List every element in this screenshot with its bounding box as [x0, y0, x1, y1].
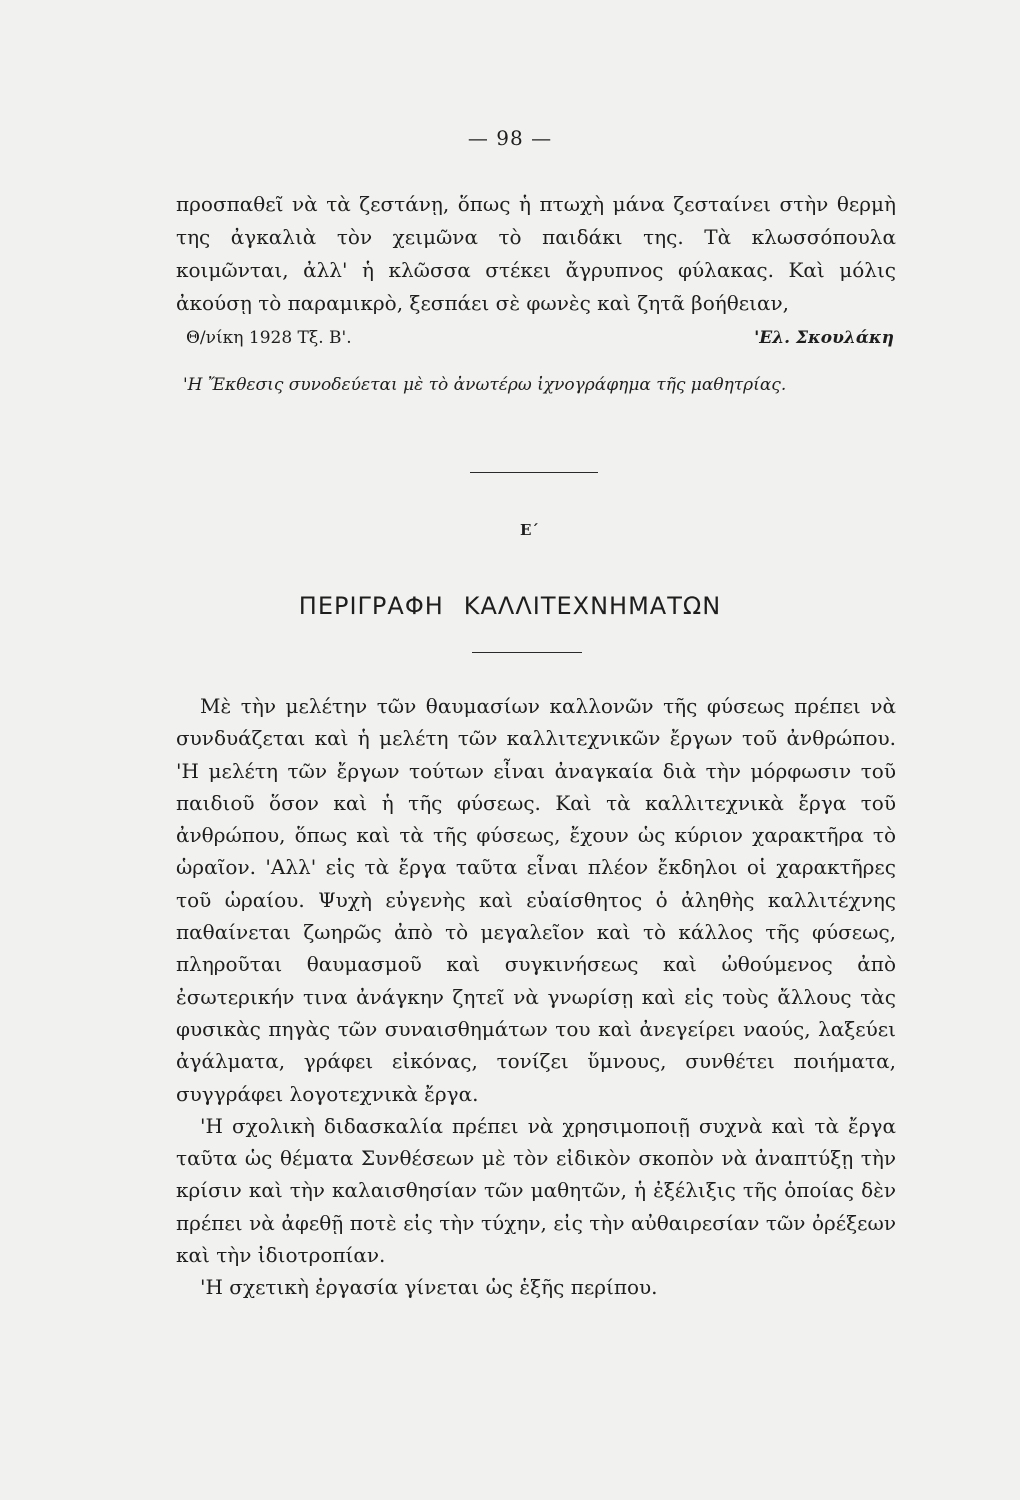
body-text [176, 690, 896, 1304]
body-paragraph-2: 'Η σχολικὴ διδασκαλία πρέπει νὰ χρησιμοποιῇ συχνὰ καὶ τὰ ἔργα ταῦτα ὡς θέματα Συνθέσεων μὲ τὸν εἰδικὸν σκοπὸν νὰ ἀναπτύξῃ τὴν κρίσιν καὶ τὴν καλαισθησίαν τῶν μαθητῶν, ἡ ἐξέλιξις τῆς ὁποίας δὲν πρέπει νὰ ἀφεθῇ ποτὲ εἰς τὴν τύχην, εἰς τὴν αὐθαιρεσίαν τῶν ὀρέξεων καὶ τὴν ἰδιοτροπίαν. [176, 1113, 896, 1268]
page-number: — 98 — [467, 126, 553, 150]
divider-top [470, 472, 598, 473]
section-letter: Ε΄ [520, 521, 539, 539]
body-paragraph-1: Μὲ τὴν μελέτην τῶν θαυμασίων καλλονῶν τῆς φύσεως πρέπει νὰ συνδυάζεται καὶ ἡ μελέτη τῶν καλλιτεχνικῶν ἔργων τοῦ ἀνθρώπου. 'Η μελέτη τῶν ἔργων τούτων εἶναι ἀναγκαία διὰ τὴν μόρφωσιν τοῦ παιδιοῦ ὅσον καὶ ἡ τῆς φύσεως. Καὶ τὰ καλλιτεχνικὰ ἔργα τοῦ ἀνθρώπου, ὅπως καὶ τὰ τῆς φύσεως, ἔχουν ὡς κύριον χαρακτῆρα τὸ ὡραῖον. 'Αλλ' εἰς τὰ ἔργα ταῦτα εἶναι πλέον ἔκδηλοι οἱ χαρακτῆρες τοῦ ὡραίου. Ψυχὴ εὐγενὴς καὶ εὐαίσθητος ὁ ἀληθὴς καλλιτέχνης παθαίνεται ζωηρῶς ἀπὸ τὸ μεγαλεῖον καὶ τὸ κάλλος τῆς φύσεως, πληροῦται θαυμασμοῦ καὶ συγκινήσεως καὶ ὠθούμενος ἀπὸ ἐσωτερικήν τινα ἀνάγκην ζητεῖ νὰ γνωρίσῃ καὶ εἰς τοὺς ἄλλους τὰς φυσικὰς πηγὰς τῶν συναισθημάτων του καὶ ἀνεγείρει ναούς, λαξεύει ἀγάλματα, γράφει εἰκόνας, τονίζει ὕμνους, συνθέτει ποιήματα, συγγράφει λογοτεχνικὰ ἔργα. [176, 694, 896, 1106]
place-date: Θ/νίκη 1928 Τξ. Β'. [186, 328, 352, 348]
intro-paragraph [176, 188, 896, 320]
intro-text: προσπαθεῖ νὰ τὰ ζεστάνῃ, ὅπως ἡ πτωχὴ μάνα ζεσταίνει στὴν θερμὴ της ἀγκαλιὰ τὸν χειμῶνα τὸ παιδάκι της. Τὰ κλωσσόπουλα κοιμῶνται, ἀλλ' ἡ κλῶσσα στέκει ἄγρυπνος φύλακας. Καὶ μόλις ἀκούσῃ τὸ παραμικρὸ, ξεσπάει σὲ φωνὲς καὶ ζητᾶ βοήθειαν, [176, 192, 896, 315]
section-title [0, 592, 1020, 620]
section-title-word-1: ΠΕΡΙΓΡΑΦΗ [298, 592, 444, 620]
author-name: 'Ελ. Σκουλάκη [754, 328, 894, 348]
signature-line [186, 328, 894, 348]
note-text: 'Η Ἔκθεσις συνοδεύεται μὲ τὸ ἀνωτέρω ἰχνογράφημα τῆς μαθητρίας. [183, 375, 787, 395]
body-paragraph-3: 'Η σχετικὴ ἐργασία γίνεται ὡς ἑξῆς περίπου. [200, 1275, 658, 1300]
divider-bottom [472, 652, 582, 653]
section-title-word-2: ΚΑΛΛΙΤΕΧΝΗΜΑΤΩΝ [463, 592, 722, 620]
